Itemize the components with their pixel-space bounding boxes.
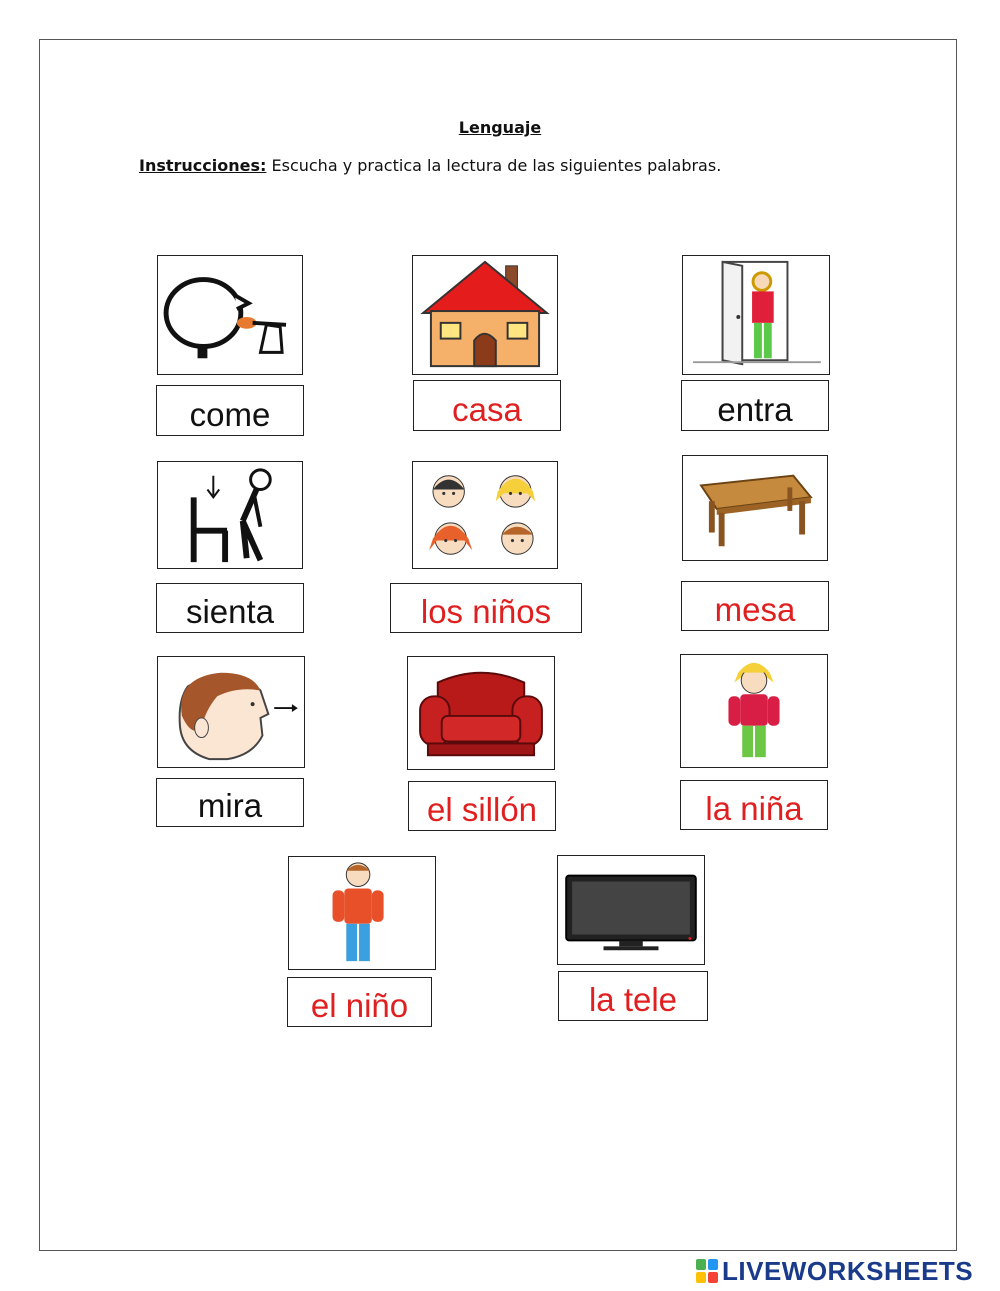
word-card: la tele [558, 971, 708, 1021]
enter-door-icon [682, 255, 830, 375]
word-card: el niño [287, 977, 432, 1027]
word-card: sienta [156, 583, 304, 633]
instructions-text: Escucha y practica la lectura de las siguientes palabras. [266, 156, 722, 175]
sit-down-icon [157, 461, 303, 569]
liveworksheets-logo-icon [696, 1259, 718, 1283]
eating-icon [157, 255, 303, 375]
word-card: entra [681, 380, 829, 431]
house-icon [412, 255, 558, 375]
word-card: la niña [680, 780, 828, 830]
brand-logo [696, 1254, 996, 1288]
table-icon [682, 455, 828, 561]
brand-text: LIVEWORKSHEETS [722, 1255, 974, 1286]
page-title: Lenguaje [458, 118, 542, 137]
word-card: mesa [681, 581, 829, 631]
word-card: casa [413, 380, 561, 431]
armchair-icon [407, 656, 555, 770]
look-face-icon [157, 656, 305, 768]
girl-icon [680, 654, 828, 768]
word-card: come [156, 385, 304, 436]
word-card: los niños [390, 583, 582, 633]
television-icon [557, 855, 705, 965]
word-card: mira [156, 778, 304, 827]
children-faces-icon [412, 461, 558, 569]
word-card: el sillón [408, 781, 556, 831]
boy-icon [288, 856, 436, 970]
instructions-label: Instrucciones: [139, 156, 267, 175]
instructions [139, 156, 721, 175]
worksheet-frame [39, 39, 957, 1251]
